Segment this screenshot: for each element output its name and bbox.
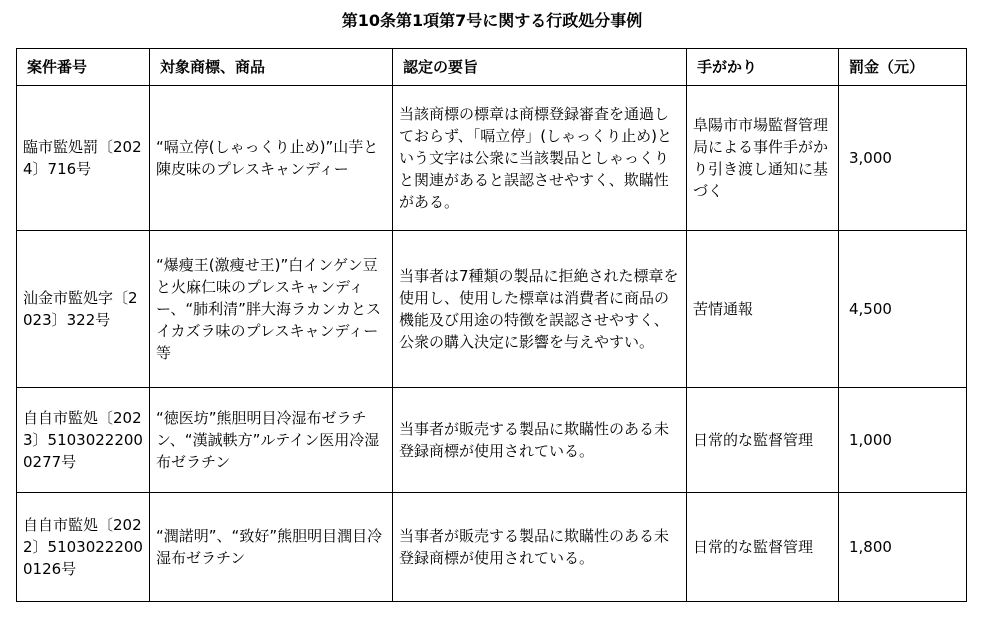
cell-target: “爆瘦王(激瘦せ王)”白インゲン豆と火麻仁味のプレスキャンディー、“肺利清”胖大海ラカンカとスイカズラ味のプレスキャンディー等 xyxy=(150,231,393,388)
cell-fine: 4,500 xyxy=(839,231,967,388)
cell-clue: 苦情通報 xyxy=(687,231,839,388)
page-title: 第10条第1項第7号に関する行政処分事例 xyxy=(341,11,643,30)
cell-case-number: 汕金市監処字〔2023〕322号 xyxy=(17,231,150,388)
cell-fine: 1,800 xyxy=(839,493,967,602)
table-row xyxy=(17,388,967,493)
header-case-number: 案件番号 xyxy=(17,49,150,86)
cell-target: “徳医坊”熊胆明目冷湿布ゼラチン、“漢誠軼方”ルテイン医用冷湿布ゼラチン xyxy=(150,388,393,493)
header-fine: 罰金（元） xyxy=(839,49,967,86)
header-clue: 手がかり xyxy=(687,49,839,86)
table-row xyxy=(17,493,967,602)
header-target-trademark: 対象商標、商品 xyxy=(150,49,393,86)
cell-clue: 日常的な監督管理 xyxy=(687,388,839,493)
cell-target: “潤諾明”、“致好”熊胆明目潤目冷湿布ゼラチン xyxy=(150,493,393,602)
cell-fine: 3,000 xyxy=(839,86,967,231)
cell-case-number: 自自市監処〔2023〕51030222000277号 xyxy=(17,388,150,493)
cell-summary: 当事者が販売する製品に欺瞞性のある未登録商標が使用されている。 xyxy=(393,493,687,602)
header-summary: 認定の要旨 xyxy=(393,49,687,86)
table-row xyxy=(17,231,967,388)
cell-target: “嗝立停(しゃっくり止め)”山芋と陳皮味のプレスキャンディー xyxy=(150,86,393,231)
table-header-row xyxy=(17,49,967,86)
cell-case-number: 臨市監処罰〔2024〕716号 xyxy=(17,86,150,231)
cell-summary: 当事者が販売する製品に欺瞞性のある未登録商標が使用されている。 xyxy=(393,388,687,493)
table-row xyxy=(17,86,967,231)
cell-summary: 当事者は7種類の製品に拒絶された標章を使用し、使用した標章は消費者に商品の機能及び用途の特徴を誤認させやすく、公衆の購入決定に影響を与えやすい。 xyxy=(393,231,687,388)
cell-case-number: 自自市監処〔2022〕51030222000126号 xyxy=(17,493,150,602)
cell-summary: 当該商標の標章は商標登録審査を通過しておらず、「嗝立停」(しゃっくり止め)という文字は公衆に当該製品としゃっくりと関連があると誤認させやすく、欺瞞性がある。 xyxy=(393,86,687,231)
cell-clue: 日常的な監督管理 xyxy=(687,493,839,602)
cell-fine: 1,000 xyxy=(839,388,967,493)
case-table xyxy=(16,48,967,602)
cell-clue: 阜陽市市場監督管理局による事件手がかり引き渡し通知に基づく xyxy=(687,86,839,231)
